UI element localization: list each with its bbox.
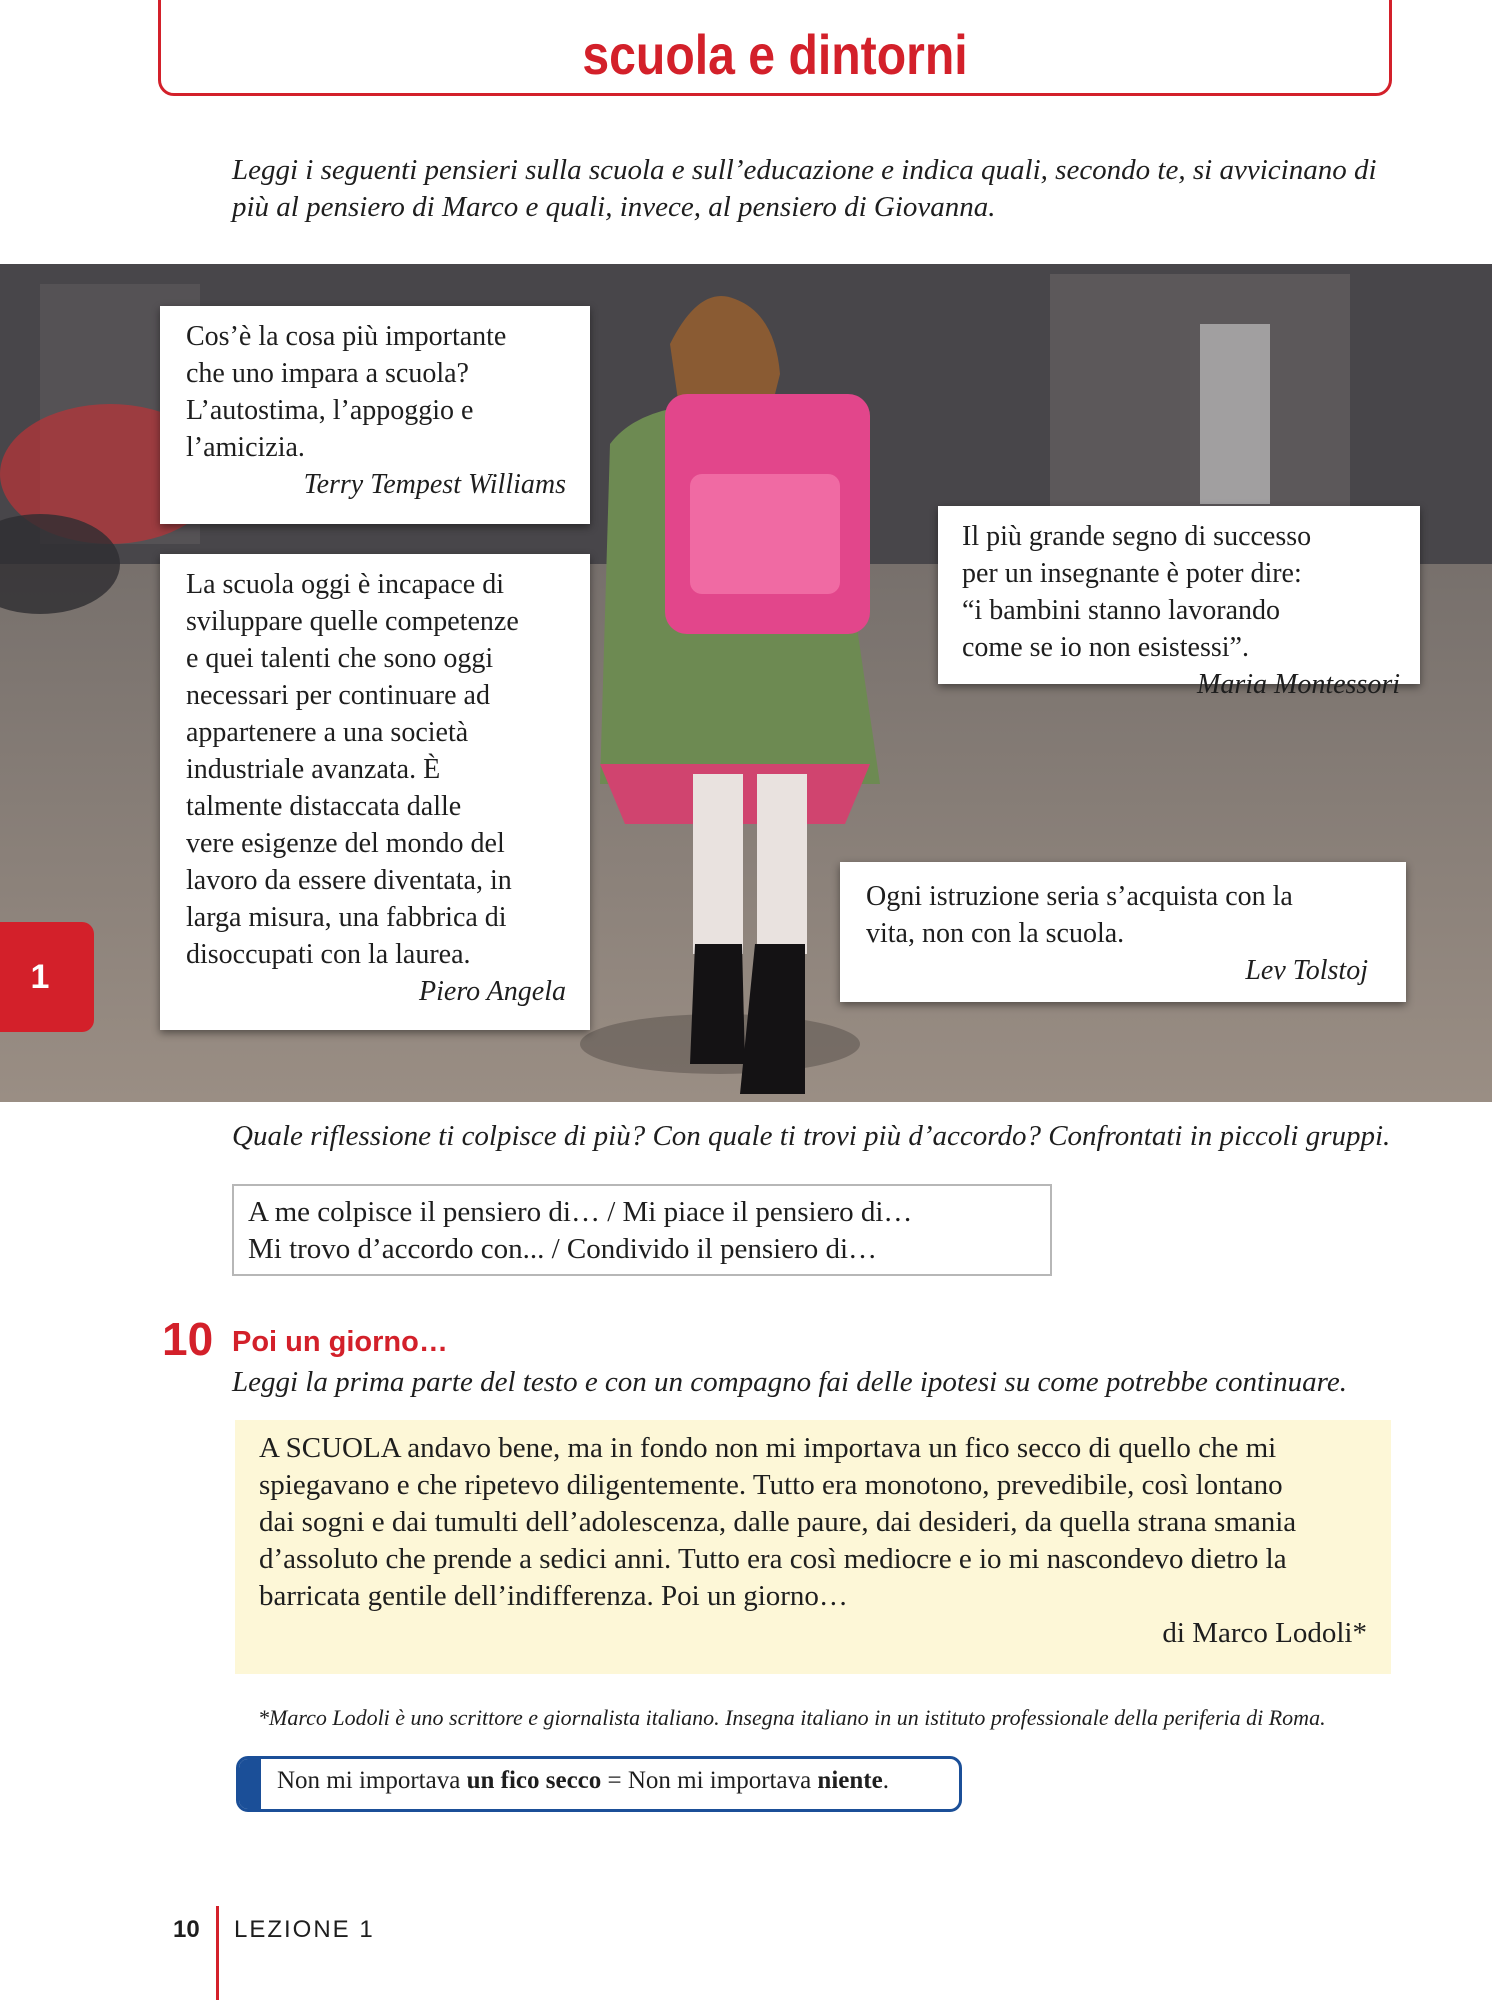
- note-accent-bar: [239, 1759, 261, 1809]
- quote-author: Piero Angela: [419, 976, 566, 1007]
- exercise-number: 10: [162, 1313, 214, 1365]
- footnote: *Marco Lodoli è uno scrittore e giornalista italiano. Insegna italiano in un istituto professionale della periferia di Roma.: [258, 1705, 1326, 1730]
- useful-phrases-box: [232, 1184, 1052, 1276]
- quote-author: Lev Tolstoj: [1245, 955, 1368, 986]
- quote-author: Maria Montessori: [1197, 669, 1400, 700]
- quote-text: Cos’è la cosa più importante che uno impara a scuola? L’autostima, l’appoggio e l’amicizia.: [186, 321, 507, 463]
- discussion-question: Quale riflessione ti colpisce di più? Con quale ti trovi più d’accordo? Confrontati in piccoli gruppi.: [232, 1120, 1391, 1152]
- passage-byline: di Marco Lodoli*: [1162, 1617, 1367, 1649]
- intro-instruction: Leggi i seguenti pensieri sulla scuola e sull’educazione e indica quali, secondo te, si avvicinano di più al pensiero di Marco e quali, invece, al pensiero di Giovanna.: [232, 154, 1377, 223]
- quote-text: La scuola oggi è incapace di sviluppare quelle competenze e quei talenti che sono oggi necessari per continuare ad appartenere a una società industriale avanzata. È talmente distaccata dalle vere esigenze del mondo del lavoro da essere diventata, in larga misura, una fabbrica di disoccupati con la laurea.: [186, 569, 519, 970]
- vocabulary-note: Non mi importava un fico secco = Non mi importava niente.: [236, 1756, 962, 1812]
- footer-divider: [216, 1906, 219, 2000]
- passage-line: d’assoluto che prende a sedici anni. Tutto era così mediocre e io mi nascondevo dietro la: [259, 1543, 1287, 1575]
- page-number: 10: [173, 1916, 200, 1943]
- exercise-instruction: Leggi la prima parte del testo e con un compagno fai delle ipotesi su come potrebbe continuare.: [232, 1366, 1347, 1398]
- quote-text: Ogni istruzione seria s’acquista con la vita, non con la scuola.: [866, 881, 1293, 949]
- quote-text: Il più grande segno di successo per un insegnante è poter dire: “i bambini stanno lavorando come se io non esistessi”.: [962, 521, 1312, 663]
- phrase-line: A me colpisce il pensiero di… / Mi piace il pensiero di…: [248, 1196, 913, 1228]
- quote-card-angela: [160, 554, 590, 1030]
- passage-line: A SCUOLA andavo bene, ma in fondo non mi importava un fico secco di quello che mi: [259, 1432, 1277, 1464]
- quote-card-tolstoj: [840, 862, 1406, 1002]
- phrase-line: Mi trovo d’accordo con... / Condivido il pensiero di…: [248, 1233, 878, 1265]
- passage-line: barricata gentile dell’indifferenza. Poi un giorno…: [259, 1580, 848, 1612]
- lesson-tab: 1: [0, 922, 94, 1032]
- passage-line: dai sogni e dai tumulti dell’adolescenza, dalle paure, dai desideri, da quella strana smania: [259, 1506, 1297, 1538]
- schoolgirl-photo: [0, 264, 1492, 1102]
- quote-card-williams: [160, 306, 590, 524]
- exercise-title: Poi un giorno…: [232, 1326, 448, 1358]
- reading-passage: [235, 1420, 1391, 1674]
- quote-card-montessori: [938, 506, 1420, 700]
- lesson-label: LEZIONE 1: [234, 1916, 375, 1943]
- passage-line: spiegavano e che ripetevo diligentemente. Tutto era monotono, prevedibile, così lontano: [259, 1469, 1283, 1501]
- quote-author: Terry Tempest Williams: [303, 469, 566, 500]
- page-title: scuola e dintorni: [582, 23, 968, 86]
